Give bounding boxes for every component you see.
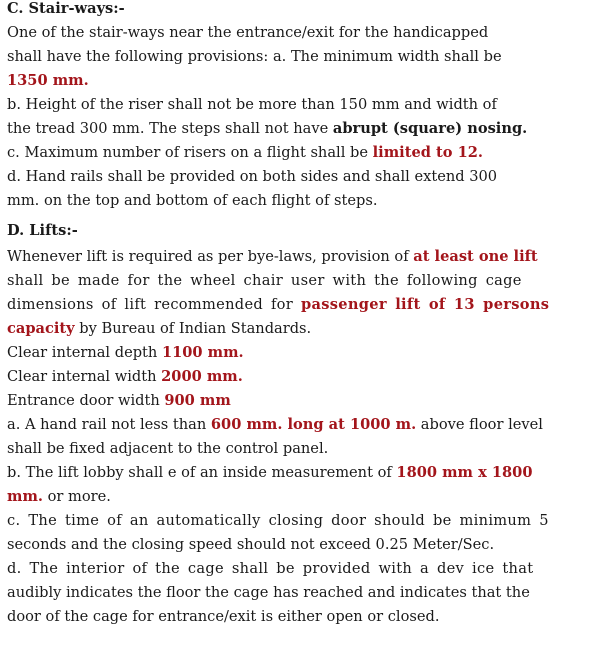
- section-c-line-1: One of the stair-ways near the entrance/exit for the handicapped: [7, 24, 489, 41]
- section-c-min-width: 1350 mm.: [7, 72, 89, 89]
- section-d-at-least-one-lift: at least one lift: [413, 248, 538, 265]
- section-d-line-1: [7, 246, 538, 268]
- door-label: Entrance door width: [7, 392, 165, 409]
- section-d-item-a-line-2: shall be fixed adjacent to the control panel.: [7, 440, 329, 457]
- section-d-line-2: shall be made for the wheel chair user with the following cage: [7, 272, 522, 289]
- item-a-text: a. A hand rail not less than: [7, 416, 211, 433]
- section-c-line-2: shall have the following provisions: a. The minimum width shall be: [7, 48, 502, 65]
- section-d-passenger-lift: passenger lift of 13 persons: [300, 296, 550, 313]
- section-d-heading: D. Lifts:-: [7, 222, 78, 239]
- section-c-line-7: d. Hand rails shall be provided on both sides and shall extend 300: [7, 168, 498, 185]
- item-b-unit: mm.: [7, 488, 43, 505]
- item-b-text-end: or more.: [42, 488, 111, 505]
- section-c-line-8: mm. on the top and bottom of each flight of steps.: [7, 192, 378, 209]
- section-d-capacity: capacity: [7, 320, 75, 337]
- section-c-line-5: [7, 118, 527, 140]
- depth-value: 1100 mm.: [161, 344, 244, 361]
- item-a-text-end: above floor level: [416, 416, 543, 433]
- width-value: 2000 mm.: [161, 368, 243, 385]
- section-d-item-d-line-3: door of the cage for entrance/exit is either open or closed.: [7, 608, 440, 625]
- item-a-handrail: 600 mm. long at 1000 m.: [210, 416, 417, 433]
- section-c-heading: C. Stair-ways:-: [7, 0, 125, 17]
- section-d-item-d-line-2: audibly indicates the floor the cage has reached and indicates that the: [7, 584, 530, 601]
- door-value: 900 mm: [164, 392, 231, 409]
- section-d-item-a-line-1: [7, 414, 543, 436]
- section-d-door: [7, 390, 231, 412]
- section-d-line-4: [7, 318, 311, 340]
- item-b-measurement: 1800 mm x 1800: [396, 464, 533, 481]
- section-d-item-c-line-2: seconds and the closing speed should not exceed 0.25 Meter/Sec.: [7, 536, 495, 553]
- section-d-line-4-text: by Bureau of Indian Standards.: [74, 320, 312, 337]
- section-c-risers-limit: limited to 12.: [372, 144, 483, 161]
- section-c-line-6: [7, 142, 483, 164]
- width-label: Clear internal width: [7, 368, 162, 385]
- section-d-item-b-line-2: [7, 486, 111, 508]
- section-d-line-3: [7, 294, 549, 316]
- section-c-line-5-text: the tread 300 mm. The steps shall not have: [7, 120, 333, 137]
- section-d-item-b-line-1: [7, 462, 532, 484]
- section-d-width: [7, 366, 243, 388]
- section-d-item-d-line-1: d. The interior of the cage shall be provided with a dev ice that: [7, 560, 534, 577]
- section-c-nosing: abrupt (square) nosing.: [332, 120, 528, 137]
- section-d-depth: [7, 342, 244, 364]
- depth-label: Clear internal depth: [7, 344, 162, 361]
- section-c-line-6-text: c. Maximum number of risers on a flight shall be: [7, 144, 373, 161]
- section-c-line-4: b. Height of the riser shall not be more than 150 mm and width of: [7, 96, 497, 113]
- item-b-text: b. The lift lobby shall e of an inside measurement of: [7, 464, 397, 481]
- section-d-item-c-line-1: c. The time of an automatically closing door should be minimum 5: [7, 512, 549, 529]
- section-d-line-3-text: dimensions of lift recommended for: [7, 296, 301, 313]
- section-d-line-1-text: Whenever lift is required as per bye-laws, provision of: [7, 248, 414, 265]
